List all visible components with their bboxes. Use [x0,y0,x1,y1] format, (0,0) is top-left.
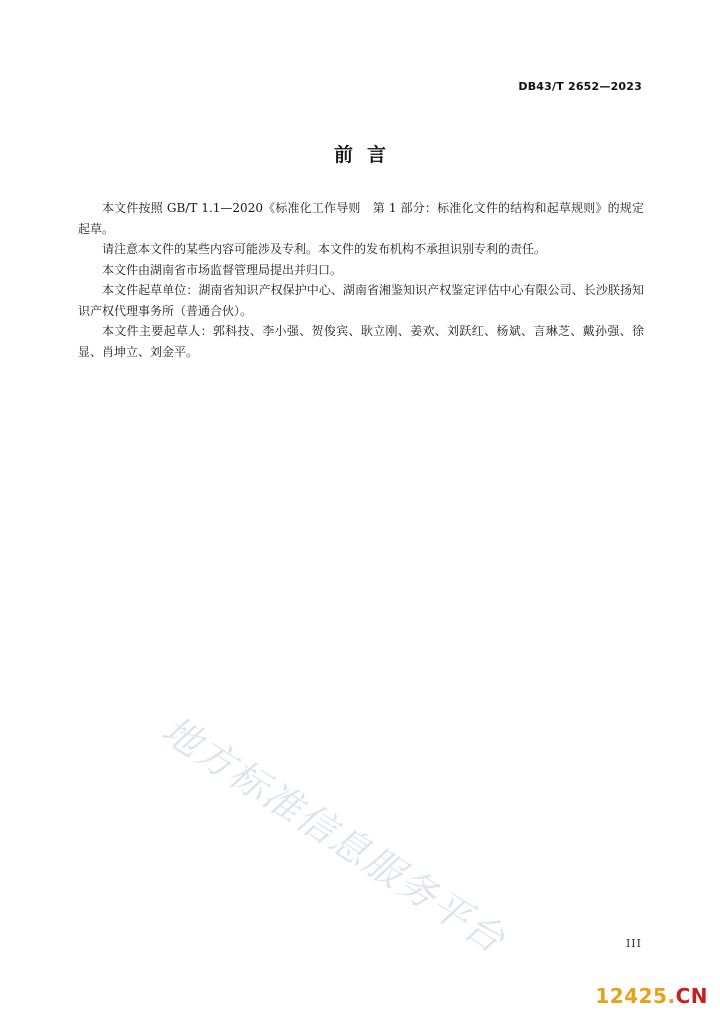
document-code: DB43/T 2652—2023 [518,80,642,93]
site-logo-dot: . [667,984,676,1008]
paragraph-proposer: 本文件由湖南省市场监督管理局提出并归口。 [102,262,343,277]
site-logo[interactable] [595,984,708,1008]
site-logo-tld: CN [675,984,708,1008]
page-title: 前言 [333,144,400,166]
paragraph-drafters: 本文件主要起草人：郭科技、李小强、贺俊宾、耿立刚、姜欢、刘跃红、杨斌、言琳芝、戴孙强、徐显、肖坤立、刘金平。 [78,324,644,359]
site-logo-number: 12425 [595,984,668,1008]
paragraph-drafting-units: 本文件起草单位：湖南省知识产权保护中心、湖南省湘鉴知识产权鉴定评估中心有限公司、长沙朕扬知识产权代理事务所（普通合伙）。 [78,283,644,318]
watermark: 地方标准信息服务平台 [154,707,514,963]
page-number: III [625,937,642,950]
paragraph-patent-notice: 请注意本文件的某些内容可能涉及专利。本文件的发布机构不承担识别专利的责任。 [102,242,547,256]
body-text [78,198,644,362]
paragraph-drafting-basis: 本文件按照 GB/T 1.1—2020《标准化工作导则 第 1 部分：标准化文件的结构和起草规则》的规定起草。 [78,201,644,236]
